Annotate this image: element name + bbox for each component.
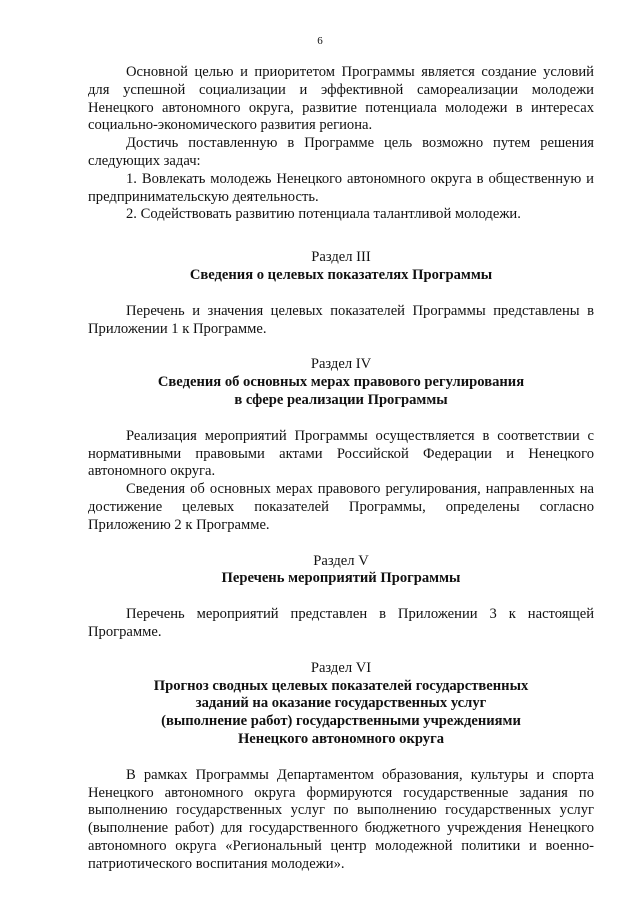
section-4-title-line: Сведения об основных мерах правового регулирования xyxy=(157,374,525,391)
section-5-title xyxy=(88,570,594,588)
section-3-title-line: Сведения о целевых показателях Программы xyxy=(189,266,493,283)
section-5 xyxy=(88,553,594,642)
intro-block xyxy=(88,64,594,224)
section-6-paragraph: В рамках Программы Департаментом образования, культуры и спорта Ненецкого автономного округа формируются государственные задания по выполнению государственных услуг по выполнению государственных услуг (выполнение работ) для государственного бюджетного учреждения Ненецкого автономного округа «Региональный центр молодежной политики и военно-патриотического воспитания молодежи». xyxy=(88,766,594,872)
page-number: 6 xyxy=(317,35,323,47)
section-6-label: Раздел VI xyxy=(310,659,372,676)
section-4-title-line: в сфере реализации Программы xyxy=(234,391,448,408)
section-3-paragraph: Перечень и значения целевых показателей Программы представлены в Приложении 1 к Программе. xyxy=(88,302,594,337)
intro-paragraph-tasks: Достичь поставленную в Программе цель возможно путем решения следующих задач: xyxy=(88,135,594,169)
section-6-title-line: (выполнение работ) государственными учреждениями xyxy=(161,713,521,730)
section-6-title-line: Прогноз сводных целевых показателей государственных xyxy=(153,677,529,694)
section-4-title xyxy=(88,374,594,410)
section-3-label: Раздел III xyxy=(311,249,371,266)
section-5-title-line: Перечень мероприятий Программы xyxy=(221,570,461,587)
section-5-label: Раздел V xyxy=(313,552,369,569)
task-item-2: 2. Содействовать развитию потенциала талантливой молодежи. xyxy=(126,206,521,223)
document-body xyxy=(88,64,594,873)
section-6-title-line: заданий на оказание государственных услуг xyxy=(195,695,487,712)
section-5-paragraph: Перечень мероприятий представлен в Приложении 3 к настоящей Программе. xyxy=(88,606,594,640)
section-6 xyxy=(88,660,594,874)
section-3-title xyxy=(88,267,594,285)
section-4-paragraph: Реализация мероприятий Программы осуществляется в соответствии с нормативными правовыми актами Российской Федерации и Ненецкого автономного округа. xyxy=(88,427,594,480)
section-6-title-line: Ненецкого автономного округа xyxy=(237,730,445,747)
section-4-label: Раздел IV xyxy=(310,356,372,373)
section-6-title xyxy=(88,678,594,749)
intro-paragraph-goal: Основной целью и приоритетом Программы является создание условий для успешной социализации и эффективной самореализации молодежи Ненецкого автономного округа, развитие потенциала молодежи в интересах социально-экономического развития региона. xyxy=(88,64,594,134)
section-4-paragraph: Сведения об основных мерах правового регулирования, направленных на достижение целевых показателей Программы, определены согласно Приложению 2 к Программе. xyxy=(88,481,594,533)
section-3 xyxy=(88,249,594,338)
task-item-1: 1. Вовлекать молодежь Ненецкого автономного округа в общественную и предпринимательскую деятельность. xyxy=(88,170,594,205)
section-4 xyxy=(88,356,594,534)
